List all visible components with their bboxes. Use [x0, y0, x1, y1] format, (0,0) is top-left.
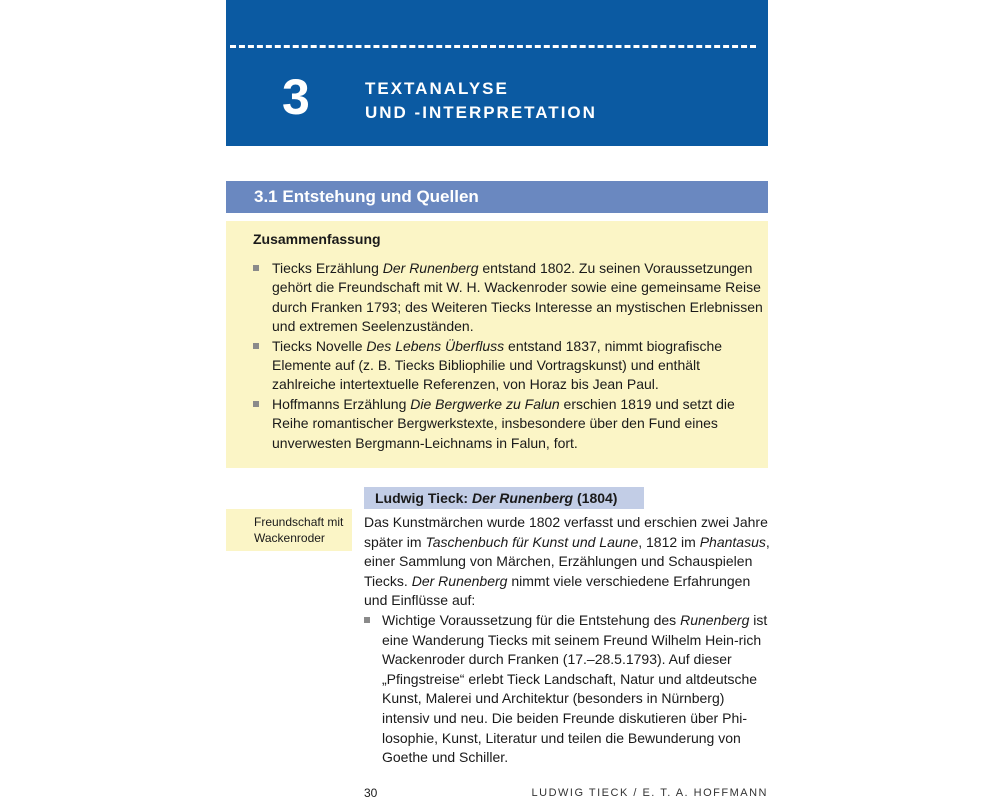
page-number: 30 [364, 786, 378, 800]
body-text-run: , einer Sammlung von Märchen, Erzählungen und Schauspielen Tiecks. [364, 533, 770, 589]
section-title: 3.1 Entstehung und Quellen [254, 187, 479, 206]
body-text-run: Das Kunstmärchen wurde 1802 verfasst und erschien zwei Jahre später im [364, 514, 768, 550]
sub-heading [364, 487, 644, 509]
body-text-run: ist eine Wanderung Tiecks mit seinem Freund Wilhelm Hein-rich Wackenroder durch Franken (17.–28.5.1793). Auf dieser „Pfingstreise“ erlebt Tieck Landschaft, Natur und altdeutsche Kunst, Malerei und Architektur (besonders in Nürnberg) intensiv und neu. Die beiden Freunde diskutieren über Phi-losophie, Kunst, Literatur und teilen die Bewunderung von Goethe und Schiller. [382, 611, 768, 766]
work-title: Der Runenberg [382, 260, 479, 276]
work-title: Der Runenberg [411, 572, 508, 589]
body-text-run: , 1812 im [638, 533, 700, 550]
section-bar [226, 181, 768, 213]
dashed-divider [230, 45, 756, 48]
chapter-title [365, 77, 597, 125]
list-item [364, 611, 770, 768]
summary-item-text: Hoffmanns Erzählung [272, 395, 411, 412]
body-text-run: nimmt viele verschiedene Erfahrungen und Einflüsse auf: [364, 572, 751, 609]
summary-item-text: erschien 1819 und setzt die Reihe romantischer Bergwerkstexte, insbesondere über den Fund eines unverwesten Bergmann-Leichnams in Falun, fort. [272, 395, 735, 451]
margin-note [226, 509, 352, 551]
margin-note-text: Freundschaft mit Wackenroder [254, 515, 344, 545]
work-title: Taschenbuch für Kunst und Laune [425, 533, 639, 550]
work-title: Die Bergwerke zu Falun [410, 395, 560, 412]
summary-item-text: entstand 1802. Zu seinen Voraussetzungen gehört die Freundschaft mit W. H. Wackenroder sowie eine gemeinsame Reise durch Franken 1793; des Weiteren Tiecks Interesse an mystischen Erlebnissen und extremen Seelenzuständen. [272, 260, 763, 335]
summary-item [253, 337, 763, 395]
summary-item [253, 395, 763, 453]
body-paragraph [364, 513, 770, 611]
summary-item-text: entstand 1837, nimmt biografische Elemente auf (z. B. Tiecks Bibliophilie und Vortragskunst) und enthält zahlreiche intertextuelle Referenzen, von Horaz bis Jean Paul. [272, 337, 723, 393]
bullet-square-icon [253, 265, 259, 271]
body-text-run: Wichtige Voraussetzung für die Entstehung des [382, 611, 681, 628]
sub-heading-text [375, 490, 617, 506]
sub-heading-year: (1804) [573, 490, 618, 506]
bullet-square-icon [253, 401, 259, 407]
summary-list [253, 259, 763, 453]
work-title: Des Lebens Überfluss [366, 337, 505, 354]
work-title: Runenberg [680, 611, 750, 628]
chapter-header [226, 0, 768, 146]
summary-box [226, 221, 768, 468]
summary-item [253, 259, 763, 337]
running-title: LUDWIG TIECK / E. T. A. HOFFMANN [531, 787, 768, 799]
sub-heading-author: Ludwig Tieck: [375, 490, 472, 506]
chapter-number: 3 [282, 69, 310, 125]
body-text [364, 513, 770, 768]
summary-item-text: Tiecks Novelle [272, 337, 367, 354]
body-list [364, 611, 770, 768]
sub-heading-work: Der Runenberg [471, 490, 574, 506]
bullet-square-icon [364, 617, 370, 623]
chapter-title-line-2: UND -INTERPRETATION [365, 103, 597, 122]
summary-heading: Zusammenfassung [253, 231, 381, 247]
summary-item-text: Tiecks Erzählung [272, 260, 383, 276]
chapter-title-line-1: TEXTANALYSE [365, 79, 509, 98]
work-title: Phantasus [699, 533, 766, 550]
bullet-square-icon [253, 343, 259, 349]
